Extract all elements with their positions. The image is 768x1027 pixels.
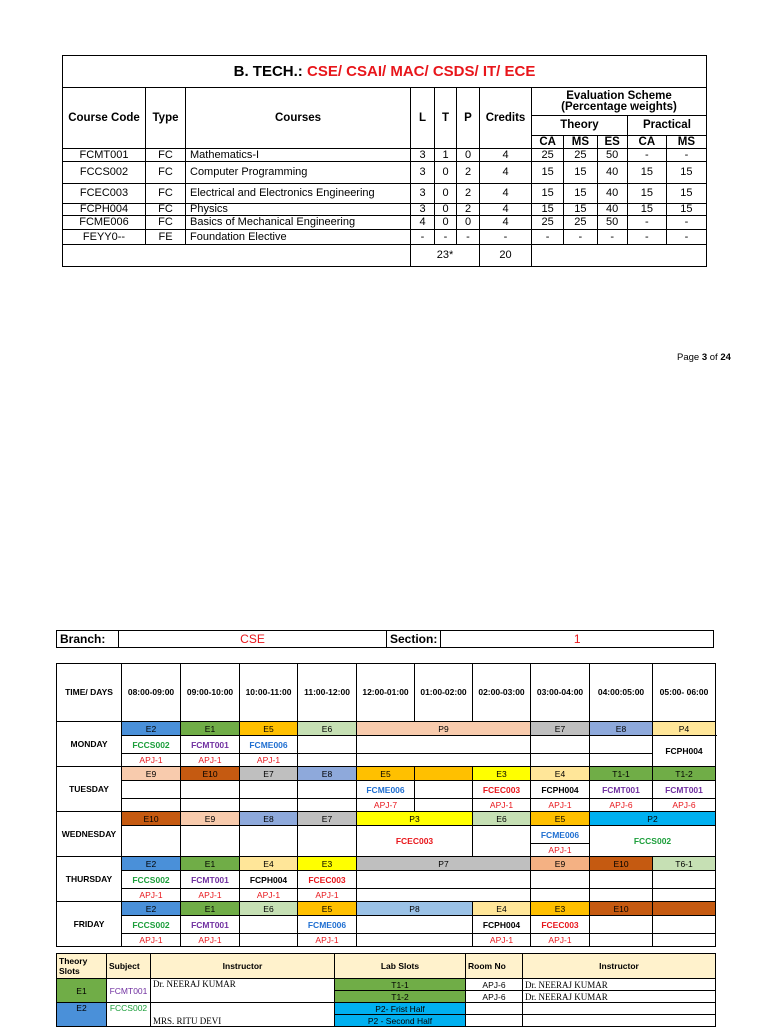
tt-subject-cell (181, 826, 240, 857)
bt-header-instructor-2: Instructor (523, 954, 716, 979)
course-cell-pms: - (666, 230, 706, 245)
tt-room-cell: APJ-1 (298, 889, 357, 902)
tt-slot-cell: E3 (298, 857, 357, 871)
tt-slot-cell: P7 (357, 857, 531, 871)
tt-room-cell: APJ-1 (473, 799, 531, 812)
course-row (63, 230, 707, 245)
tt-subject-cell: FCMT001 (181, 916, 240, 934)
tt-room-cell (590, 934, 653, 947)
course-cell-course: Physics (186, 204, 411, 216)
tt-time-header: 01:00-02:00 (415, 664, 473, 722)
tt-day-label: MONDAY (57, 722, 122, 767)
course-cell-pca: - (627, 230, 666, 245)
course-cell-pms: 15 (666, 204, 706, 216)
header-courses: Courses (186, 88, 411, 149)
tt-subject-cell (122, 826, 181, 857)
tt-slot-cell: E2 (122, 902, 181, 916)
tt-subject-cell: FCME006 (240, 736, 298, 754)
tt-room-cell: APJ-6 (590, 799, 653, 812)
course-cell-type: FC (146, 162, 186, 184)
course-cell-pms: 15 (666, 162, 706, 184)
course-cell-ca: 15 (532, 184, 564, 204)
tt-room-cell: APJ-1 (122, 889, 181, 902)
tt-room-cell: APJ-1 (122, 934, 181, 947)
tt-subject-cell (473, 826, 531, 857)
course-cell-es: 40 (597, 204, 627, 216)
tt-time-header: 12:00-01:00 (357, 664, 415, 722)
course-cell-course: Computer Programming (186, 162, 411, 184)
tt-subject-cell (531, 871, 590, 889)
title-prefix: B. TECH.: (233, 63, 307, 80)
section-value: 1 (441, 631, 714, 648)
tt-subject-cell: FCMT001 (653, 781, 716, 799)
course-cell-pca: - (627, 149, 666, 162)
tt-time-header: 05:00- 06:00 (653, 664, 716, 722)
tt-slot-cell: E8 (590, 722, 653, 736)
tt-slot-cell: E1 (181, 857, 240, 871)
page-sep: of (707, 352, 721, 363)
tt-subject-cell: FCEC003 (473, 781, 531, 799)
tt-slot-cell: E9 (122, 767, 181, 781)
tt-room-cell: APJ-7 (357, 799, 415, 812)
tt-room-cell (415, 799, 473, 812)
header-theory: Theory (532, 116, 628, 136)
course-cell-ms: - (564, 230, 597, 245)
course-cell-es: 40 (597, 162, 627, 184)
course-table-title (63, 56, 707, 88)
tt-room-cell (590, 754, 653, 767)
tt-subject-cell: FCCS002 (122, 916, 181, 934)
course-cell-pca: 15 (627, 184, 666, 204)
course-cell-code: FCMT001 (63, 149, 146, 162)
course-cell-p: 2 (457, 204, 480, 216)
bt-subject: FCCS002 (107, 1003, 151, 1027)
tt-day-label: TUESDAY (57, 767, 122, 812)
course-cell-credits: 4 (480, 184, 532, 204)
course-cell-l: - (411, 230, 435, 245)
bt-lab-instructor: Dr. NEERAJ KUMAR (523, 979, 716, 991)
course-cell-credits: 4 (480, 204, 532, 216)
tt-subject-cell: FCEC003 (357, 826, 473, 857)
bt-lab-slot: P2 - Second Half (335, 1015, 466, 1027)
page-total: 24 (720, 352, 731, 363)
tt-slot-cell: P2 (590, 812, 716, 826)
tt-slot-cell: E3 (531, 902, 590, 916)
bt-header-subject: Subject (107, 954, 151, 979)
tt-slot-cell: E5 (357, 767, 415, 781)
tt-day-label: FRIDAY (57, 902, 122, 947)
tt-room-cell: APJ-6 (653, 799, 716, 812)
course-cell-pms: 15 (666, 184, 706, 204)
tt-room-cell (531, 754, 590, 767)
course-cell-credits: 4 (480, 216, 532, 230)
tt-day-label: WEDNESDAY (57, 812, 122, 857)
tt-slot-cell: E7 (531, 722, 590, 736)
tt-room-cell (590, 889, 653, 902)
course-cell-es: 50 (597, 216, 627, 230)
course-cell-pms: - (666, 216, 706, 230)
course-cell-p: 0 (457, 149, 480, 162)
header-practical: Practical (627, 116, 706, 136)
tt-room-cell: APJ-1 (298, 934, 357, 947)
tt-time-header: 08:00-09:00 (122, 664, 181, 722)
header-t: T (435, 88, 457, 149)
header-type: Type (146, 88, 186, 149)
bt-room: APJ-6 (466, 979, 523, 991)
tt-room-cell (357, 934, 473, 947)
tt-time-header: 11:00-12:00 (298, 664, 357, 722)
tt-room-cell: APJ-1 (531, 844, 590, 857)
tt-subject-cell (590, 871, 653, 889)
course-cell-l: 4 (411, 216, 435, 230)
course-cell-ca: 25 (532, 149, 564, 162)
tt-room-cell (240, 799, 298, 812)
tt-slot-cell: E10 (590, 857, 653, 871)
course-cell-course: Foundation Elective (186, 230, 411, 245)
total-ltp: 23* (411, 245, 480, 267)
tt-subject-cell: FCME006 (531, 826, 590, 844)
tt-subject-cell (590, 736, 653, 754)
tt-slot-cell (415, 767, 473, 781)
tt-slot-cell: E4 (240, 857, 298, 871)
bt-lab-slot: T1-1 (335, 979, 466, 991)
tt-slot-cell: E5 (531, 812, 590, 826)
course-cell-type: FC (146, 149, 186, 162)
course-cell-credits: 4 (480, 162, 532, 184)
tt-subject-cell: FCCS002 (122, 871, 181, 889)
course-cell-course: Basics of Mechanical Engineering (186, 216, 411, 230)
tt-corner: TIME/ DAYS (57, 664, 122, 722)
tt-room-cell (181, 799, 240, 812)
course-cell-type: FE (146, 230, 186, 245)
course-cell-t: 0 (435, 162, 457, 184)
header-eval-scheme (532, 88, 707, 116)
course-cell-p: 2 (457, 162, 480, 184)
tt-slot-cell: P8 (357, 902, 473, 916)
course-cell-p: 0 (457, 216, 480, 230)
course-cell-ms: 15 (564, 204, 597, 216)
tt-room-cell: APJ-1 (531, 799, 590, 812)
bt-lab-slot: T1-2 (335, 991, 466, 1003)
course-cell-ms: 25 (564, 149, 597, 162)
course-cell-es: - (597, 230, 627, 245)
tt-subject-cell: FCEC003 (298, 871, 357, 889)
header-credits: Credits (480, 88, 532, 149)
title-branches: CSE/ CSAI/ MAC/ CSDS/ IT/ ECE (306, 63, 536, 80)
branch-section-bar (56, 630, 714, 648)
tt-room-cell: APJ-1 (531, 934, 590, 947)
tt-slot-cell: E9 (181, 812, 240, 826)
tt-slot-cell: E1 (181, 722, 240, 736)
tt-room-cell: APJ-1 (181, 934, 240, 947)
tt-subject-cell (415, 781, 473, 799)
branch-value: CSE (119, 631, 387, 648)
tt-subject-cell: FCME006 (298, 916, 357, 934)
tt-subject-cell (240, 916, 298, 934)
tt-slot-cell: E7 (240, 767, 298, 781)
timetable (56, 663, 716, 947)
tt-slot-cell (653, 902, 716, 916)
tt-room-cell (298, 799, 357, 812)
bt-room (466, 1003, 523, 1015)
tt-slot-cell: E3 (473, 767, 531, 781)
tt-room-cell (653, 934, 716, 947)
tt-slot-cell: E8 (240, 812, 298, 826)
tt-slot-cell: E6 (240, 902, 298, 916)
tt-subject-cell: FCPH004 (240, 871, 298, 889)
tt-slot-cell: E4 (473, 902, 531, 916)
tt-slot-cell: E6 (298, 722, 357, 736)
course-cell-l: 3 (411, 184, 435, 204)
page-current: 3 (701, 352, 708, 363)
bt-header-theory-slots: Theory Slots (57, 954, 107, 979)
total-label-empty (63, 245, 411, 267)
tt-day-label: THURSDAY (57, 857, 122, 902)
tt-slot-cell: E1 (181, 902, 240, 916)
tt-slot-cell: P9 (357, 722, 531, 736)
tt-slot-cell: E7 (298, 812, 357, 826)
course-cell-l: 3 (411, 149, 435, 162)
tt-time-header: 10:00-11:00 (240, 664, 298, 722)
tt-subject-cell (240, 781, 298, 799)
course-cell-course: Mathematics-I (186, 149, 411, 162)
tt-subject-cell: FCMT001 (181, 736, 240, 754)
header-theory-ca: CA (532, 136, 564, 149)
eval-scheme-line2: (Percentage weights) (561, 100, 677, 113)
course-cell-t: 1 (435, 149, 457, 162)
course-cell-t: 0 (435, 204, 457, 216)
course-cell-ca: 25 (532, 216, 564, 230)
tt-slot-cell: E10 (590, 902, 653, 916)
course-cell-ms: 25 (564, 216, 597, 230)
tt-slot-cell: T1-1 (590, 767, 653, 781)
tt-slot-cell: E5 (298, 902, 357, 916)
tt-subject-cell: FCCS002 (122, 736, 181, 754)
tt-subject-cell (531, 736, 590, 754)
section-label: Section: (387, 631, 441, 648)
course-row (63, 216, 707, 230)
course-cell-pms: - (666, 149, 706, 162)
bt-instructor: MRS. RITU DEVI (151, 1003, 335, 1027)
tt-time-header: 02:00-03:00 (473, 664, 531, 722)
tt-subject-cell: FCCS002 (590, 826, 716, 857)
tt-subject-cell: FCPH004 (653, 736, 716, 767)
course-cell-ca: 15 (532, 204, 564, 216)
course-cell-type: FC (146, 204, 186, 216)
header-practical-ms: MS (666, 136, 706, 149)
tt-subject-cell: FCPH004 (473, 916, 531, 934)
course-cell-l: 3 (411, 162, 435, 184)
header-p: P (457, 88, 480, 149)
bt-room (466, 1015, 523, 1027)
header-theory-es: ES (597, 136, 627, 149)
tt-subject-cell (653, 916, 716, 934)
tt-room-cell (357, 754, 531, 767)
tt-subject-cell (357, 916, 473, 934)
branch-label: Branch: (57, 631, 119, 648)
tt-time-header: 09:00-10:00 (181, 664, 240, 722)
tt-room-cell (240, 934, 298, 947)
tt-slot-cell: E9 (531, 857, 590, 871)
course-cell-es: 50 (597, 149, 627, 162)
course-cell-t: 0 (435, 184, 457, 204)
tt-slot-cell: P4 (653, 722, 716, 736)
tt-room-cell (298, 754, 357, 767)
tt-subject-cell (298, 781, 357, 799)
course-row (63, 162, 707, 184)
course-cell-ca: 15 (532, 162, 564, 184)
tt-time-header: 03:00-04:00 (531, 664, 590, 722)
tt-slot-cell: E6 (473, 812, 531, 826)
bt-header-instructor: Instructor (151, 954, 335, 979)
tt-room-cell: APJ-1 (240, 754, 298, 767)
tt-subject-cell: FCPH004 (531, 781, 590, 799)
tt-room-cell: APJ-1 (122, 754, 181, 767)
course-cell-ca: - (532, 230, 564, 245)
tt-room-cell (122, 799, 181, 812)
tt-room-cell: APJ-1 (473, 934, 531, 947)
total-eval-empty (532, 245, 707, 267)
tt-room-cell: APJ-1 (240, 889, 298, 902)
course-cell-l: 3 (411, 204, 435, 216)
header-theory-ms: MS (564, 136, 597, 149)
course-cell-code: FEYY0-- (63, 230, 146, 245)
course-cell-type: FC (146, 216, 186, 230)
tt-slot-cell: E8 (298, 767, 357, 781)
tt-subject-cell (298, 736, 357, 754)
course-cell-p: 2 (457, 184, 480, 204)
bt-slot: E2 (57, 1003, 107, 1027)
eval-scheme-line1: Evaluation Scheme (566, 89, 672, 102)
bt-slot: E1 (57, 979, 107, 1003)
tt-subject-cell (122, 781, 181, 799)
tt-slot-cell: P3 (357, 812, 473, 826)
tt-room-cell: APJ-1 (181, 754, 240, 767)
total-credits: 20 (480, 245, 532, 267)
course-cell-credits: - (480, 230, 532, 245)
bt-lab-slot: P2- Frist Half (335, 1003, 466, 1015)
header-l: L (411, 88, 435, 149)
tt-subject-cell (298, 826, 357, 857)
course-cell-credits: 4 (480, 149, 532, 162)
course-cell-es: 40 (597, 184, 627, 204)
bt-lab-instructor (523, 1015, 716, 1027)
bt-subject: FCMT001 (107, 979, 151, 1003)
course-cell-code: FCEC003 (63, 184, 146, 204)
course-cell-code: FCME006 (63, 216, 146, 230)
course-cell-code: FCCS002 (63, 162, 146, 184)
tt-slot-cell: T1-2 (653, 767, 716, 781)
tt-slot-cell: E5 (240, 722, 298, 736)
tt-subject-cell (653, 871, 716, 889)
tt-subject-cell: FCEC003 (531, 916, 590, 934)
tt-room-cell: APJ-1 (181, 889, 240, 902)
tt-slot-cell: E2 (122, 722, 181, 736)
tt-subject-cell (590, 916, 653, 934)
tt-slot-cell: E4 (531, 767, 590, 781)
tt-slot-cell: E10 (122, 812, 181, 826)
bt-room: APJ-6 (466, 991, 523, 1003)
tt-slot-cell: E10 (181, 767, 240, 781)
bt-header-room-no: Room No (466, 954, 523, 979)
course-cell-t: - (435, 230, 457, 245)
course-cell-ms: 15 (564, 184, 597, 204)
course-row (63, 184, 707, 204)
header-course-code: Course Code (63, 88, 146, 149)
tt-subject-cell: FCMT001 (590, 781, 653, 799)
course-cell-t: 0 (435, 216, 457, 230)
bt-lab-instructor: Dr. NEERAJ KUMAR (523, 991, 716, 1003)
course-row (63, 204, 707, 216)
tt-subject-cell: FCME006 (357, 781, 415, 799)
header-practical-ca: CA (627, 136, 666, 149)
course-table (62, 55, 707, 267)
course-cell-code: FCPH004 (63, 204, 146, 216)
bt-header-lab-slots: Lab Slots (335, 954, 466, 979)
course-cell-pca: 15 (627, 162, 666, 184)
tt-time-header: 04:00:05:00 (590, 664, 653, 722)
tt-room-cell (357, 889, 531, 902)
tt-subject-cell (240, 826, 298, 857)
page-prefix: Page (677, 352, 702, 363)
tt-subject-cell: FCMT001 (181, 871, 240, 889)
tt-subject-cell (357, 736, 531, 754)
tt-slot-cell: E2 (122, 857, 181, 871)
slot-instructor-table (56, 953, 716, 1027)
course-cell-course: Electrical and Electronics Engineering (186, 184, 411, 204)
course-cell-type: FC (146, 184, 186, 204)
tt-room-cell (531, 889, 590, 902)
course-cell-p: - (457, 230, 480, 245)
tt-subject-cell (357, 871, 531, 889)
tt-slot-cell: T6-1 (653, 857, 716, 871)
course-row (63, 149, 707, 162)
tt-subject-cell (181, 781, 240, 799)
bt-lab-instructor (523, 1003, 716, 1015)
tt-room-cell (653, 889, 716, 902)
course-cell-pca: 15 (627, 204, 666, 216)
page-number (677, 352, 731, 363)
course-cell-ms: 15 (564, 162, 597, 184)
bt-instructor: Dr. NEERAJ KUMAR (151, 979, 335, 1003)
course-cell-pca: - (627, 216, 666, 230)
